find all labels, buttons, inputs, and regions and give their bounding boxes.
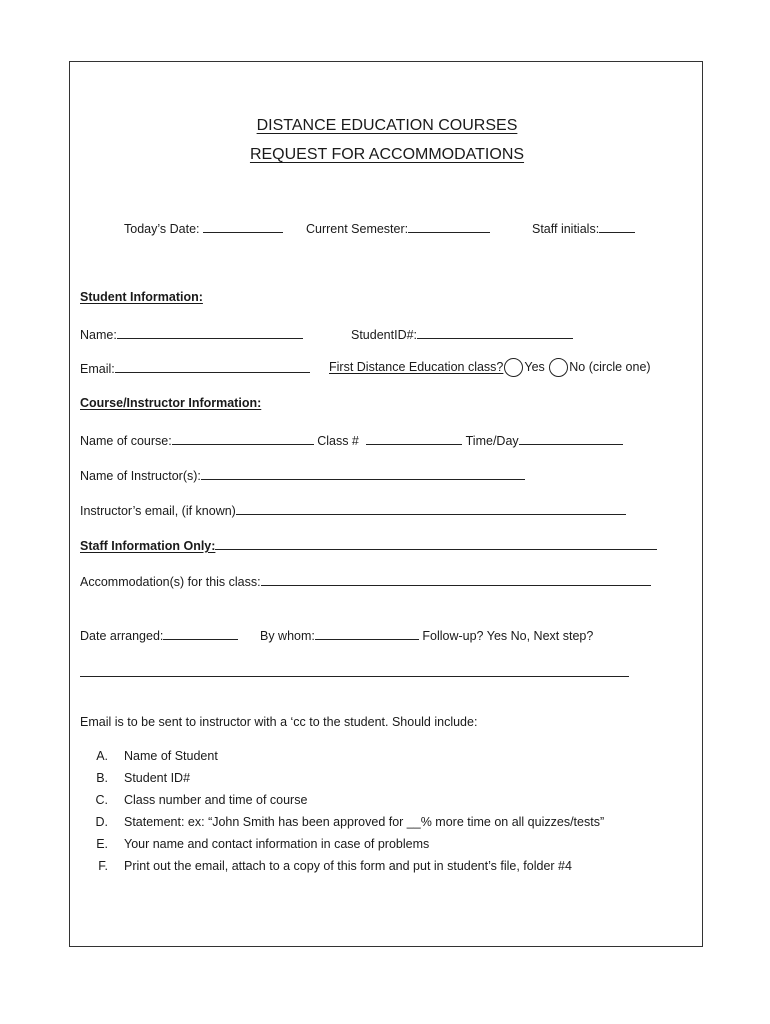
course-name-blank[interactable] xyxy=(172,432,314,445)
name-label: Name: xyxy=(80,328,117,342)
list-item: D. Statement: ex: “John Smith has been approved for __% more time on all quizzes/tests” xyxy=(95,815,605,829)
instructor-email-field xyxy=(80,502,626,519)
current-semester-field xyxy=(306,220,490,237)
staff-info-heading: Staff Information Only: xyxy=(80,539,216,553)
no-label: No (circle one) xyxy=(569,360,651,374)
course-name-field xyxy=(80,432,623,449)
yes-label: Yes xyxy=(524,360,545,374)
form-page xyxy=(69,61,703,947)
list-item: F. Print out the email, attach to a copy of this form and put in student’s file, folder #4 xyxy=(98,859,572,873)
first-class-field xyxy=(329,356,651,378)
title-line-2: REQUEST FOR ACCOMMODATIONS xyxy=(249,146,525,163)
first-class-question: First Distance Education class? xyxy=(329,360,504,374)
name-field xyxy=(80,326,303,343)
email-label: Email: xyxy=(80,362,115,376)
name-blank[interactable] xyxy=(117,326,303,339)
date-arranged-blank[interactable] xyxy=(163,627,238,640)
list-item: C. Class number and time of course xyxy=(95,793,308,807)
instructor-email-label: Instructor’s email, (if known) xyxy=(80,504,236,518)
date-arranged-field xyxy=(80,627,238,644)
accommodations-blank[interactable] xyxy=(261,573,651,586)
list-item: A. Name of Student xyxy=(96,749,218,763)
accommodations-field xyxy=(80,573,651,590)
staff-info-rule xyxy=(215,537,657,550)
staff-initials-label: Staff initials: xyxy=(532,222,600,236)
email-field xyxy=(80,360,310,377)
list-item: E. Your name and contact information in case of problems xyxy=(96,837,430,851)
course-info-heading: Course/Instructor Information: xyxy=(80,396,262,410)
time-day-blank[interactable] xyxy=(519,432,623,445)
current-semester-blank[interactable] xyxy=(408,220,490,233)
email-blank[interactable] xyxy=(115,360,310,373)
todays-date-blank[interactable] xyxy=(203,220,283,233)
no-circle-option[interactable] xyxy=(549,358,568,377)
todays-date-field xyxy=(124,220,283,237)
by-whom-label: By whom: xyxy=(260,629,315,643)
date-arranged-label: Date arranged: xyxy=(80,629,164,643)
class-number-blank[interactable] xyxy=(366,432,462,445)
instructor-name-blank[interactable] xyxy=(201,467,525,480)
next-step-blank[interactable] xyxy=(80,676,629,677)
list-item: B. Student ID# xyxy=(96,771,191,785)
student-id-blank[interactable] xyxy=(417,326,573,339)
instructor-name-label: Name of Instructor(s): xyxy=(80,469,201,483)
course-name-label: Name of course: xyxy=(80,434,172,448)
class-number-label: Class # xyxy=(317,434,359,448)
todays-date-label: Today’s Date: xyxy=(124,222,200,236)
student-info-heading: Student Information: xyxy=(80,290,203,304)
by-whom-blank[interactable] xyxy=(315,627,419,640)
title-line-1: DISTANCE EDUCATION COURSES xyxy=(256,117,518,134)
instructor-name-field xyxy=(80,467,525,484)
student-id-field xyxy=(351,326,573,343)
staff-initials-field xyxy=(532,220,635,237)
yes-circle-option[interactable] xyxy=(504,358,523,377)
current-semester-label: Current Semester: xyxy=(306,222,409,236)
time-day-label: Time/Day xyxy=(465,434,519,448)
accommodations-label: Accommodation(s) for this class: xyxy=(80,575,261,589)
staff-info-heading-row xyxy=(80,537,657,554)
student-id-label: StudentID#: xyxy=(351,328,418,342)
staff-initials-blank[interactable] xyxy=(599,220,635,233)
instructor-email-blank[interactable] xyxy=(236,502,626,515)
follow-up-label: Follow-up? Yes No, Next step? xyxy=(422,629,594,643)
by-whom-field xyxy=(260,627,593,644)
instructions-intro: Email is to be sent to instructor with a ‘cc to the student. Should include: xyxy=(80,715,478,729)
